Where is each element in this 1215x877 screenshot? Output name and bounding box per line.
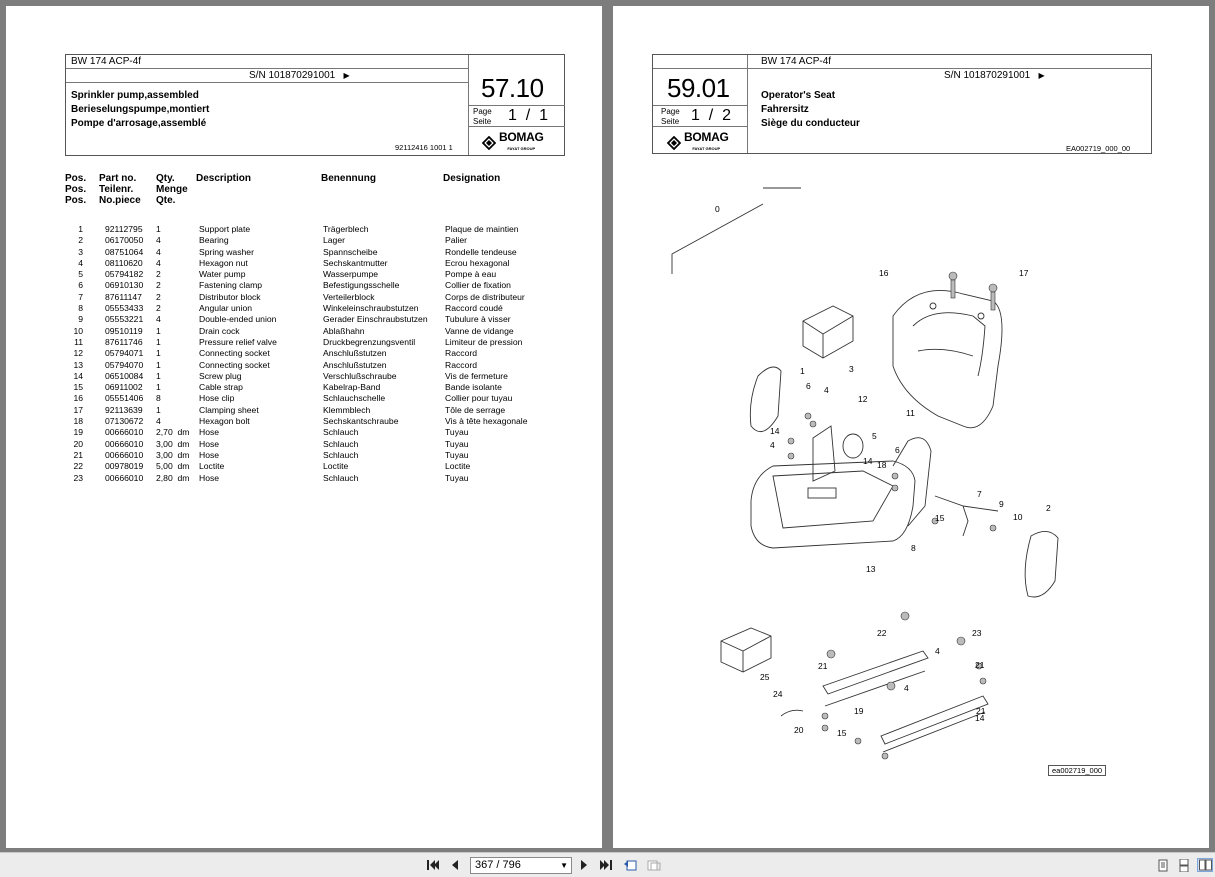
- cell-part: 05794071: [105, 348, 144, 359]
- cell-desc: Cable strap: [199, 382, 243, 393]
- callout-label: 24: [773, 689, 783, 699]
- cell-part: 06911002: [105, 382, 143, 393]
- cell-fr: Ecrou hexagonal: [445, 257, 510, 268]
- cell-desc: Double-ended union: [199, 314, 277, 325]
- cell-pos: 10: [73, 325, 83, 336]
- callout-label: 4: [770, 440, 775, 450]
- cell-de: Befestigungsschelle: [323, 280, 400, 291]
- page-counter: 1 / 1: [508, 107, 549, 124]
- cell-de: Schlauch: [323, 449, 359, 460]
- cell-pos: 7: [78, 291, 83, 302]
- table-row: [65, 382, 585, 393]
- callout-label: 18: [877, 460, 887, 470]
- last-page-icon: [600, 860, 612, 870]
- col-description: Description: [196, 173, 252, 184]
- cell-desc: Screw plug: [199, 370, 242, 381]
- cell-fr: Tuyau: [445, 438, 469, 449]
- seat-assembly-illustration: [663, 176, 1163, 776]
- cell-qty: 4: [156, 235, 161, 246]
- cell-fr: Rondelle tendeuse: [445, 246, 517, 257]
- cell-fr: Palier: [445, 235, 467, 246]
- cell-fr: Raccord: [445, 359, 477, 370]
- cell-de: Kabelrap-Band: [323, 382, 381, 393]
- table-row: [65, 337, 585, 348]
- table-row: [65, 416, 585, 427]
- cell-fr: Collier de fixation: [445, 280, 511, 291]
- callout-label: 13: [866, 564, 876, 574]
- cell-pos: 18: [73, 416, 83, 427]
- callout-label: 4: [904, 683, 909, 693]
- cell-part: 06910130: [105, 280, 144, 291]
- cell-pos: 23: [73, 472, 83, 483]
- cell-part: 92113639: [105, 404, 143, 415]
- table-row: [65, 405, 585, 416]
- next-page-button[interactable]: [576, 858, 592, 872]
- cell-pos: 3: [78, 246, 83, 257]
- table-row: [65, 473, 585, 484]
- cell-fr: Pompe à eau: [445, 269, 497, 280]
- cell-fr: Vis à tête hexagonale: [445, 416, 528, 427]
- document-reference: 92112416 1001 1: [395, 143, 453, 152]
- cell-pos: 1: [78, 224, 83, 234]
- cell-de: Winkeleinschraubstutzen: [323, 303, 419, 314]
- page-label: Page Seite: [473, 107, 492, 126]
- cell-fr: Raccord coudé: [445, 303, 503, 314]
- cell-de: Wasserpumpe: [323, 269, 379, 280]
- cell-desc: Fastening clamp: [199, 280, 263, 291]
- cell-qty: 1: [156, 224, 161, 234]
- table-row: [65, 292, 585, 303]
- cell-pos: 6: [78, 280, 83, 291]
- cell-desc: Hexagon bolt: [199, 416, 250, 427]
- table-row: [65, 393, 585, 404]
- callout-label: 20: [794, 725, 804, 735]
- callout-label: 9: [999, 499, 1004, 509]
- cell-de: Trägerblech: [323, 224, 369, 234]
- callout-label: 6: [895, 445, 900, 455]
- callout-label: 22: [877, 628, 887, 638]
- cell-pos: 19: [73, 427, 83, 438]
- cell-qty: 5,00 dm: [156, 461, 190, 472]
- cell-de: Gerader Einschraubstutzen: [323, 314, 428, 325]
- cell-desc: Bearing: [199, 235, 229, 246]
- parts-list: [65, 224, 585, 484]
- callout-label: 14: [770, 426, 780, 436]
- continuous-page-icon: [1178, 859, 1190, 872]
- cell-de: Schlauchschelle: [323, 393, 386, 404]
- cell-fr: Collier pour tuyau: [445, 393, 513, 404]
- two-page-view-button[interactable]: [1197, 858, 1213, 872]
- cell-part: 05794182: [105, 269, 144, 280]
- cell-fr: Tubulure à visser: [445, 314, 511, 325]
- cell-qty: 1: [156, 404, 161, 415]
- cell-desc: Loctite: [199, 461, 225, 472]
- cell-desc: Water pump: [199, 269, 246, 280]
- cell-part: 00666010: [105, 438, 144, 449]
- page-title: Operator's Seat Fahrersitz Siège du conducteur: [761, 90, 860, 129]
- table-row: [65, 450, 585, 461]
- col-part-no: Part no. Teilenr. No.piece: [99, 173, 141, 206]
- cell-desc: Support plate: [199, 224, 251, 234]
- cell-de: Sechskantmutter: [323, 257, 388, 268]
- cell-part: 06510084: [105, 370, 144, 381]
- callout-label: 14: [975, 713, 985, 723]
- callout-label: 4: [824, 385, 829, 395]
- forward-view-icon: [647, 859, 661, 871]
- group-number: 59.01: [667, 73, 730, 103]
- table-row: [65, 348, 585, 359]
- cell-fr: Vanne de vidange: [445, 325, 514, 336]
- cell-de: Spannscheibe: [323, 246, 378, 257]
- cell-part: 06170050: [105, 235, 144, 246]
- cell-pos: 8: [78, 303, 83, 314]
- go-back-view-button[interactable]: [622, 858, 638, 872]
- cell-desc: Hose: [199, 427, 220, 438]
- cell-fr: Tuyau: [445, 472, 469, 483]
- cell-de: Schlauch: [323, 472, 359, 483]
- cell-pos: 5: [78, 269, 83, 280]
- cell-qty: 2: [156, 303, 161, 314]
- cell-qty: 4: [156, 246, 161, 257]
- callout-label: 23: [972, 628, 982, 638]
- cell-qty: 1: [156, 382, 161, 393]
- cell-qty: 2,70 dm: [156, 427, 190, 438]
- continuous-view-button[interactable]: [1176, 858, 1192, 872]
- single-page-view-button[interactable]: [1155, 858, 1171, 872]
- table-row: [65, 269, 585, 280]
- callout-label: 8: [911, 543, 916, 553]
- cell-part: 92112795: [105, 224, 143, 234]
- callout-label: 15: [935, 513, 945, 523]
- table-row: [65, 224, 585, 235]
- serial-number: S/N 101870291001 ▶: [249, 70, 350, 81]
- cell-pos: 22: [73, 461, 83, 472]
- cell-qty: 3,00 dm: [156, 438, 190, 449]
- callout-label: 12: [858, 394, 868, 404]
- cell-desc: Clamping sheet: [199, 404, 259, 415]
- model-name: BW 174 ACP-4f: [761, 56, 832, 67]
- next-page-icon: [580, 860, 588, 870]
- table-row: [65, 314, 585, 325]
- callout-label: 3: [849, 364, 854, 374]
- figure-reference: ea002719_000: [1048, 765, 1106, 776]
- cell-qty: 1: [156, 336, 161, 347]
- cell-desc: Spring washer: [199, 246, 254, 257]
- cell-qty: 2: [156, 291, 161, 302]
- cell-desc: Angular union: [199, 303, 253, 314]
- callout-label: 21: [818, 661, 828, 671]
- callout-label: 25: [760, 672, 770, 682]
- cell-pos: 9: [78, 314, 83, 325]
- callout-label: 2: [1046, 503, 1051, 513]
- document-page-left: [6, 6, 602, 848]
- table-row: [65, 258, 585, 269]
- bomag-logo-icon: [482, 136, 496, 150]
- cell-de: Klemmblech: [323, 404, 371, 415]
- bomag-logo: BOMAG FAYAT GROUP: [667, 132, 729, 154]
- cell-fr: Raccord: [445, 348, 477, 359]
- cell-part: 87611147: [105, 291, 142, 302]
- cell-part: 00666010: [105, 449, 144, 460]
- cell-desc: Hexagon nut: [199, 257, 248, 268]
- table-row: [65, 427, 585, 438]
- viewer-toolbar: [0, 852, 1215, 877]
- cell-pos: 14: [73, 370, 83, 381]
- table-row: [65, 247, 585, 258]
- cell-pos: 13: [73, 359, 83, 370]
- cell-fr: Plaque de maintien: [445, 224, 519, 234]
- cell-qty: 2: [156, 269, 161, 280]
- cell-qty: 8: [156, 393, 161, 404]
- back-view-icon: [623, 859, 637, 871]
- cell-fr: Tôle de serrage: [445, 404, 506, 415]
- callout-label: 5: [872, 431, 877, 441]
- model-name: BW 174 ACP-4f: [71, 56, 142, 67]
- page-header: [65, 54, 565, 156]
- cell-fr: Corps de distributeur: [445, 291, 525, 302]
- cell-de: Verschlußschraube: [323, 370, 397, 381]
- callout-label: 7: [977, 489, 982, 499]
- cell-qty: 4: [156, 416, 161, 427]
- first-page-button[interactable]: [425, 858, 441, 872]
- cell-part: 00978019: [105, 461, 144, 472]
- cell-desc: Connecting socket: [199, 348, 270, 359]
- callout-label: 4: [935, 646, 940, 656]
- callout-label: 17: [1019, 268, 1029, 278]
- cell-part: 09510119: [105, 325, 143, 336]
- exploded-view-drawing: [663, 176, 1163, 776]
- cell-de: Loctite: [323, 461, 349, 472]
- cell-de: Sechskantschraube: [323, 416, 399, 427]
- cell-part: 00666010: [105, 472, 144, 483]
- callout-label: 21: [976, 706, 986, 716]
- cell-qty: 3,00 dm: [156, 449, 190, 460]
- callout-label: 21: [975, 660, 985, 670]
- cell-de: Verteilerblock: [323, 291, 375, 302]
- col-benennung: Benennung: [321, 173, 376, 184]
- cell-part: 87611746: [105, 336, 143, 347]
- cell-qty: 1: [156, 370, 161, 381]
- col-pos: Pos. Pos. Pos.: [65, 173, 87, 206]
- callout-label: 6: [806, 381, 811, 391]
- previous-page-icon: [451, 860, 459, 870]
- cell-pos: 17: [73, 404, 83, 415]
- cell-pos: 11: [74, 336, 83, 347]
- cell-desc: Hose: [199, 472, 220, 483]
- cell-qty: 4: [156, 257, 161, 268]
- table-row: [65, 461, 585, 472]
- cell-pos: 2: [78, 235, 83, 246]
- cell-pos: 21: [73, 449, 83, 460]
- cell-de: Ablaßhahn: [323, 325, 365, 336]
- cell-de: Lager: [323, 235, 345, 246]
- cell-qty: 1: [156, 325, 161, 336]
- chevron-down-icon: ▼: [560, 861, 568, 870]
- cell-qty: 1: [156, 348, 161, 359]
- cell-de: Schlauch: [323, 427, 359, 438]
- last-page-button[interactable]: [598, 858, 614, 872]
- bomag-logo: BOMAG FAYAT GROUP: [482, 132, 544, 154]
- page-number-select[interactable]: [470, 857, 572, 874]
- callout-label: 11: [906, 408, 915, 418]
- cell-part: 00666010: [105, 427, 144, 438]
- page-number-value: 367 / 796: [475, 859, 521, 871]
- cell-fr: Bande isolante: [445, 382, 502, 393]
- cell-de: Druckbegrenzungsventil: [323, 336, 416, 347]
- cell-desc: Connecting socket: [199, 359, 270, 370]
- serial-number: S/N 101870291001 ▶: [944, 70, 1045, 81]
- cell-desc: Pressure relief valve: [199, 336, 277, 347]
- cell-fr: Tuyau: [445, 427, 469, 438]
- single-page-icon: [1157, 859, 1169, 872]
- cell-desc: Hose: [199, 438, 220, 449]
- cell-part: 05551406: [105, 393, 144, 404]
- page-title: Sprinkler pump,assembled Berieselungspumpe,montiert Pompe d'arrosage,assemblé: [71, 90, 210, 129]
- cell-pos: 16: [73, 393, 83, 404]
- cell-de: Schlauch: [323, 438, 359, 449]
- cell-part: 05794070: [105, 359, 144, 370]
- callout-label: 1: [800, 366, 805, 376]
- cell-desc: Distributor block: [199, 291, 261, 302]
- cell-part: 07130672: [105, 416, 144, 427]
- cell-pos: 15: [73, 382, 83, 393]
- cell-fr: Vis de fermeture: [445, 370, 508, 381]
- cell-pos: 12: [73, 348, 83, 359]
- cell-desc: Hose clip: [199, 393, 235, 404]
- table-row: [65, 371, 585, 382]
- callout-label: 0: [715, 204, 720, 214]
- cell-desc: Hose: [199, 449, 220, 460]
- table-row: [65, 439, 585, 450]
- cell-qty: 1: [156, 359, 161, 370]
- callout-label: 10: [1013, 512, 1023, 522]
- table-row: [65, 360, 585, 371]
- first-page-icon: [427, 860, 439, 870]
- go-forward-view-button[interactable]: [646, 858, 662, 872]
- cell-qty: 2: [156, 280, 161, 291]
- table-row: [65, 280, 585, 291]
- callout-label: 15: [837, 728, 847, 738]
- cell-de: Anschlußstutzen: [323, 359, 387, 370]
- group-number: 57.10: [481, 73, 544, 103]
- bomag-logo-icon: [667, 136, 681, 150]
- cell-part: 05553433: [105, 303, 144, 314]
- previous-page-button[interactable]: [447, 858, 463, 872]
- cell-fr: Tuyau: [445, 449, 469, 460]
- cell-part: 05553221: [105, 314, 144, 325]
- two-page-icon: [1199, 859, 1212, 871]
- cell-fr: Loctite: [445, 461, 471, 472]
- callout-label: 19: [854, 706, 864, 716]
- cell-fr: Limiteur de pression: [445, 336, 523, 347]
- callout-label: 16: [879, 268, 889, 278]
- cell-pos: 4: [78, 257, 83, 268]
- table-row: [65, 303, 585, 314]
- callout-label: 14: [863, 456, 873, 466]
- page-counter: 1 / 2: [691, 107, 732, 124]
- cell-de: Anschlußstutzen: [323, 348, 387, 359]
- cell-desc: Drain cock: [199, 325, 240, 336]
- cell-part: 08751064: [105, 246, 144, 257]
- col-qty: Qty. Menge Qte.: [156, 173, 188, 206]
- cell-qty: 4: [156, 314, 161, 325]
- document-page-right: [613, 6, 1209, 848]
- table-row: [65, 326, 585, 337]
- page-label: Page Seite: [661, 107, 680, 126]
- cell-qty: 2,80 dm: [156, 472, 190, 483]
- col-designation: Designation: [443, 173, 501, 184]
- document-reference: EA002719_000_00: [1066, 144, 1131, 153]
- page-header: [652, 54, 1152, 154]
- table-row: [65, 235, 585, 246]
- cell-pos: 20: [73, 438, 83, 449]
- cell-part: 08110620: [105, 257, 143, 268]
